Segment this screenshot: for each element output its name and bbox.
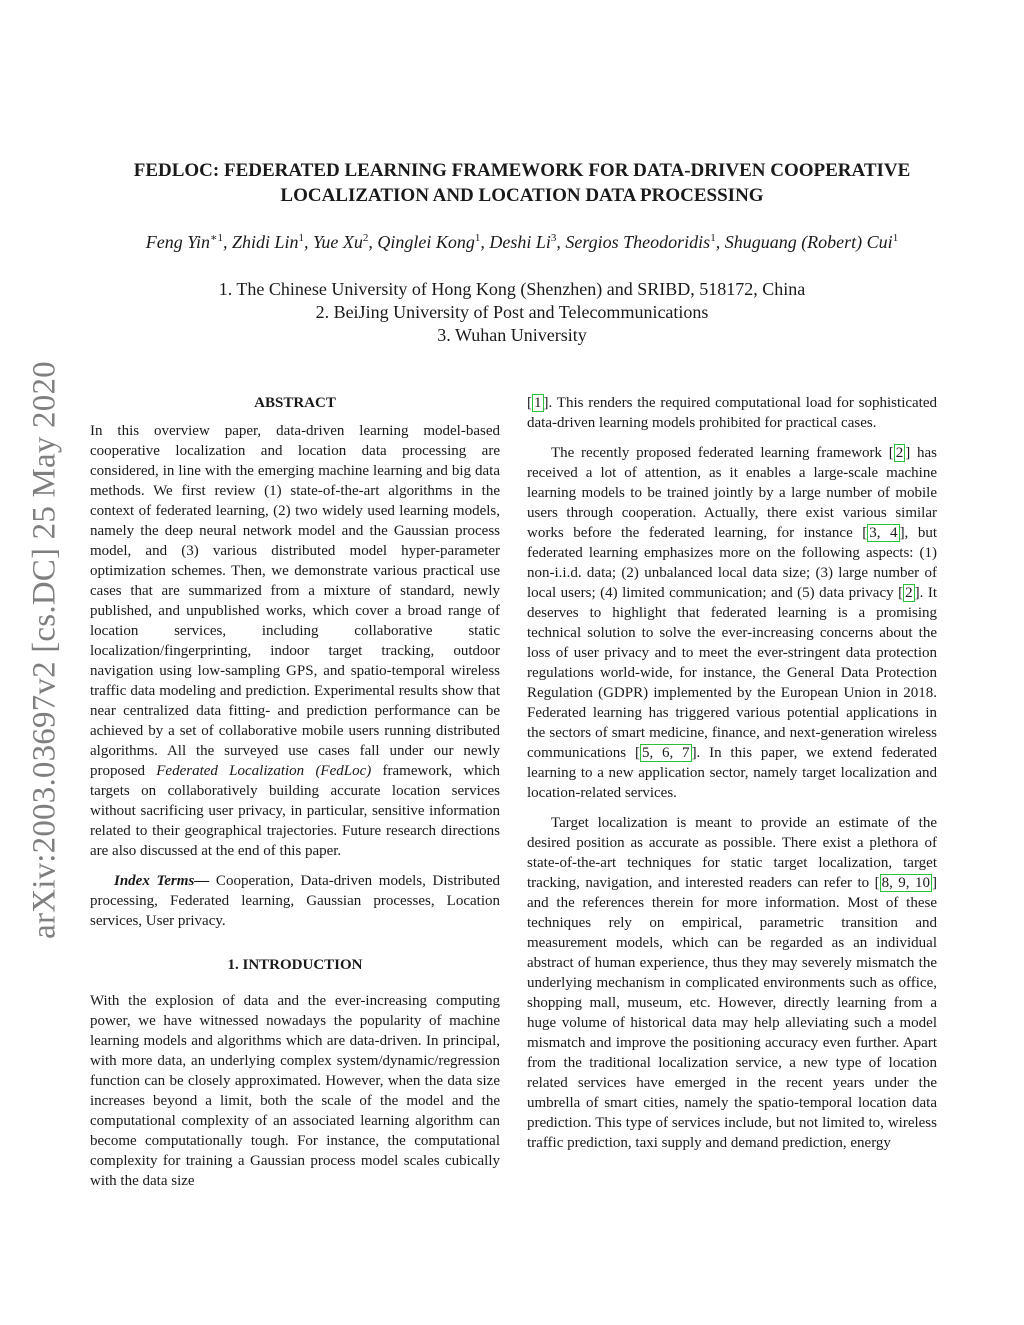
- author: Shuguang (Robert) Cui$^1$: [724, 232, 899, 252]
- author: Qinglei Kong$^1$: [377, 232, 481, 252]
- citation-link[interactable]: 8, 9, 10: [881, 875, 931, 891]
- author: Yue Xu$^2$: [312, 232, 369, 252]
- author: Feng Yin$^{∗1}$: [145, 232, 223, 252]
- intro-paragraph-1: With the explosion of data and the ever-increasing computing power, we have witnessed nowadays the popularity of machine learning models and algorithms which are data-driven. In principal, with more data, an underlying complex system/dynamic/regression function can be closely approximated. However, when the data size increases beyond a limit, both the scale of the model and the computational complexity of an associated learning algorithm can become computationally tough. For instance, the computational complexity for training a Gaussian process model scales cubically with the data size: [90, 993, 500, 1189]
- citation-link[interactable]: 1: [534, 395, 542, 411]
- federated-learning-paragraph: The recently proposed federated learning framework [ 2 ] has received a lot of attention, as it enables a large-scale machine learning models to be trained jointly by a large number of mobile users through cooperation. Actually, there exist various similar works before the federated learning, for instance [ 3, 4 ], but federated learning emphasizes more on the following aspects: (1) non-i.i.d. data; (2) unbalanced local data size; (3) large number of local users; (4) limited communication; and (5) data privacy [ 2 ]. It deserves to highlight that federated learning is a promising technical solution to solve the ever-increasing concerns about the loss of user privacy and to meet the ever-stringent data protection regulations world-wide, for instance, the General Data Protection Regulation (GDPR) implemented by the European Union in 2018. Federated learning has triggered various potential applications in the sectors of smart medicine, finance, and next-generation wireless communications [ 5, 6, 7 ]. In this paper, we extend federated learning to a new application sector, namely target localization and location-related services.: [527, 445, 937, 801]
- fedloc-term: Federated Localization (FedLoc): [156, 763, 372, 779]
- citation-link[interactable]: 5, 6, 7: [641, 745, 690, 761]
- left-column: [90, 393, 500, 1201]
- paper-title: [90, 158, 954, 208]
- arxiv-sidebar-stamp: [28, 340, 62, 960]
- affiliation-1: 1. The Chinese University of Hong Kong (Shenzhen) and SRIBD, 518172, China: [218, 279, 806, 299]
- right-column: [527, 393, 937, 1163]
- citation-link[interactable]: 2: [905, 585, 913, 601]
- abstract-body: In this overview paper, data-driven learning model-based cooperative localization and location data processing are considered, in line with the emerging machine learning and big data methods. We first review (1) state-of-the-art algorithms in the context of federated learning, (2) two widely used learning models, namely the deep neural network model and the Gaussian process model, and (3) various distributed model hyper-parameter optimization schemes. Then, we demonstrate various practical use cases that are summarized from a mixture of standard, newly published, and unpublished works, which cover a broad range of location services, including collaborative static localization/fingerprinting, indoor target tracking, outdoor navigation using low-sampling GPS, and spatio-temporal wireless traffic data modeling and prediction. Experimental results show that near centralized data fitting- and prediction performance can be achieved by a set of collaborative mobile users running distributed algorithms. All the surveyed use cases fall under our newly proposed Federated Localization (FedLoc) framework, which targets on collaboratively building accurate location services without sacrificing user privacy, in particular, sensitive information related to their geographical trajectories. Future research directions are also discussed at the end of this paper.: [90, 423, 500, 859]
- author: Zhidi Lin$^1$: [231, 232, 304, 252]
- title-line-1: FEDLOC: FEDERATED LEARNING FRAMEWORK FOR DATA-DRIVEN COOPERATIVE: [133, 160, 911, 181]
- affiliation-3: 3. Wuhan University: [437, 325, 587, 345]
- target-localization-paragraph: Target localization is meant to provide an estimate of the desired position as accurate as possible. There exist a plethora of state-of-the-art techniques for static target localization, target tracking, navigation, and interested readers can refer to [ 8, 9, 10 ] and the references therein for more information. Most of these techniques rely on empirical, parametric transition and measurement models, which can be regarded as an individual abstract of human experience, thus they may severely mismatch the underlying mechanism in complicated environments such as office, shopping mall, museum, etc. However, directly learning from a huge volume of historical data may help alleviating such a model mismatch and improve the positioning accuracy even further. Apart from the traditional localization service, a new type of location related services have emerged in the recent years under the umbrella of smart cities, namely the spatio-temporal location data prediction. This type of services include, but not limited to, wireless traffic prediction, taxi supply and demand prediction, energy: [527, 815, 938, 1151]
- affiliation-2: 2. BeiJing University of Post and Telecommunications: [315, 302, 709, 322]
- introduction-heading: 1. INTRODUCTION: [227, 957, 363, 973]
- affiliations: [100, 278, 924, 347]
- index-terms: Index Terms— Cooperation, Data-driven models, Distributed processing, Federated learning, Gaussian processes, Location services, User privacy.: [90, 873, 500, 929]
- author: Deshi Li$^3$: [489, 232, 557, 252]
- abstract-heading: ABSTRACT: [254, 395, 336, 411]
- intro-paragraph-continued: [ 1 ]. This renders the required computational load for sophisticated data-driven learning models prohibited for practical cases.: [527, 395, 937, 431]
- arxiv-id: arXiv:2003.03697v2 [cs.DC] 25 May 2020: [26, 361, 63, 939]
- author-list: Feng Yin$^{∗1}$, Zhidi Lin$^1$, Yue Xu$^2$, Qinglei Kong$^1$, Deshi Li$^3$, Sergios Theodoridis$^1$, Shuguang (Robert) Cui$^1$: [145, 232, 899, 252]
- title-line-2: LOCALIZATION AND LOCATION DATA PROCESSING: [280, 185, 764, 206]
- citation-link[interactable]: 3, 4: [869, 525, 898, 541]
- author: Sergios Theodoridis$^1$: [565, 232, 716, 252]
- index-terms-label: Index Terms—: [114, 873, 210, 889]
- citation-link[interactable]: 2: [895, 445, 904, 461]
